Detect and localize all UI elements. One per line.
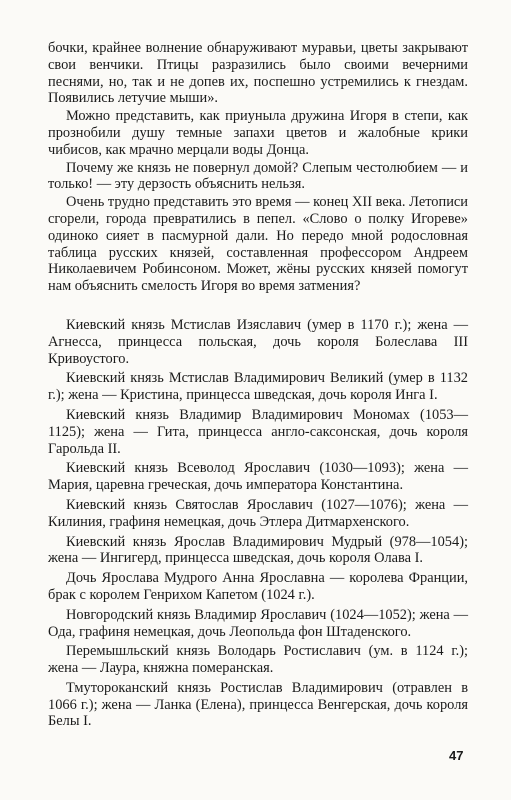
genealogy-entry: Перемышльский князь Володарь Ростиславич (ум. в 1124 г.); жена — Лаура, княжна померанская.: [48, 643, 468, 677]
paragraph: Почему же князь не повернул домой? Слепым честолюбием — и только! — эту дерзость объяснить нельзя.: [48, 159, 468, 193]
genealogy-entry: Киевский князь Ярослав Владимирович Мудрый (978—1054); жена — Ингигерд, принцесса шведская, дочь короля Олава I.: [48, 533, 468, 567]
paragraph: Очень трудно представить это время — конец XII века. Летописи сгорели, города превратились в пепел. «Слово о полку Игореве» одиноко сияет в пасмурной дали. Но передо мной родословная таблица русских князей, составленная профессором Андреем Николаевичем Робинсоном. Может, жёны русских князей помогут нам объяснить смелость Игоря во время затмения?: [48, 194, 468, 295]
genealogy-entry: Киевский князь Мстислав Изяславич (умер в 1170 г.); жена — Агнесса, принцесса польская, дочь короля Болеслава III Кривоустого.: [48, 316, 468, 367]
paragraph-continued: бочки, крайнее волнение обнаруживают муравьи, цветы закрывают свои венчики. Птицы разразились было своими вечерними песнями, но, так и не допев их, поспешно устремились к гнездам. Появились летучие мыши».: [48, 40, 468, 107]
section-gap: [48, 296, 468, 317]
genealogy-entry: Киевский князь Святослав Ярославич (1027—1076); жена — Килиния, графиня немецкая, дочь Этлера Дитмархенского.: [48, 496, 468, 530]
genealogy-entry: Дочь Ярослава Мудрого Анна Ярославна — королева Франции, брак с королем Генрихом Капетом (1024 г.).: [48, 570, 468, 603]
genealogy-entry: Новгородский князь Владимир Ярославич (1024—1052); жена — Ода, графиня немецкая, дочь Леопольда фон Штаденского.: [48, 606, 468, 640]
genealogy-entry: Тмутороканский князь Ростислав Владимирович (отравлен в 1066 г.); жена — Ланка (Елена), принцесса Венгерская, дочь короля Белы I.: [48, 679, 468, 730]
paragraph: Можно представить, как приуныла дружина Игоря в степи, как прознобили душу темные запахи цветов и жалобные крики чибисов, как мрачно мерцали воды Донца.: [48, 108, 468, 158]
text-column: [48, 40, 468, 733]
genealogy-entry: Киевский князь Мстислав Владимирович Великий (умер в 1132 г.); жена — Кристина, принцесса шведская, дочь короля Инга I.: [48, 370, 468, 404]
genealogy-entry: Киевский князь Владимир Владимирович Мономах (1053—1125); жена — Гита, принцесса англо-саксонская, дочь короля Гарольда II.: [48, 406, 468, 457]
page-number: 47: [449, 748, 464, 763]
genealogy-entry: Киевский князь Всеволод Ярославич (1030—1093); жена — Мария, царевна греческая, дочь императора Константина.: [48, 460, 468, 494]
